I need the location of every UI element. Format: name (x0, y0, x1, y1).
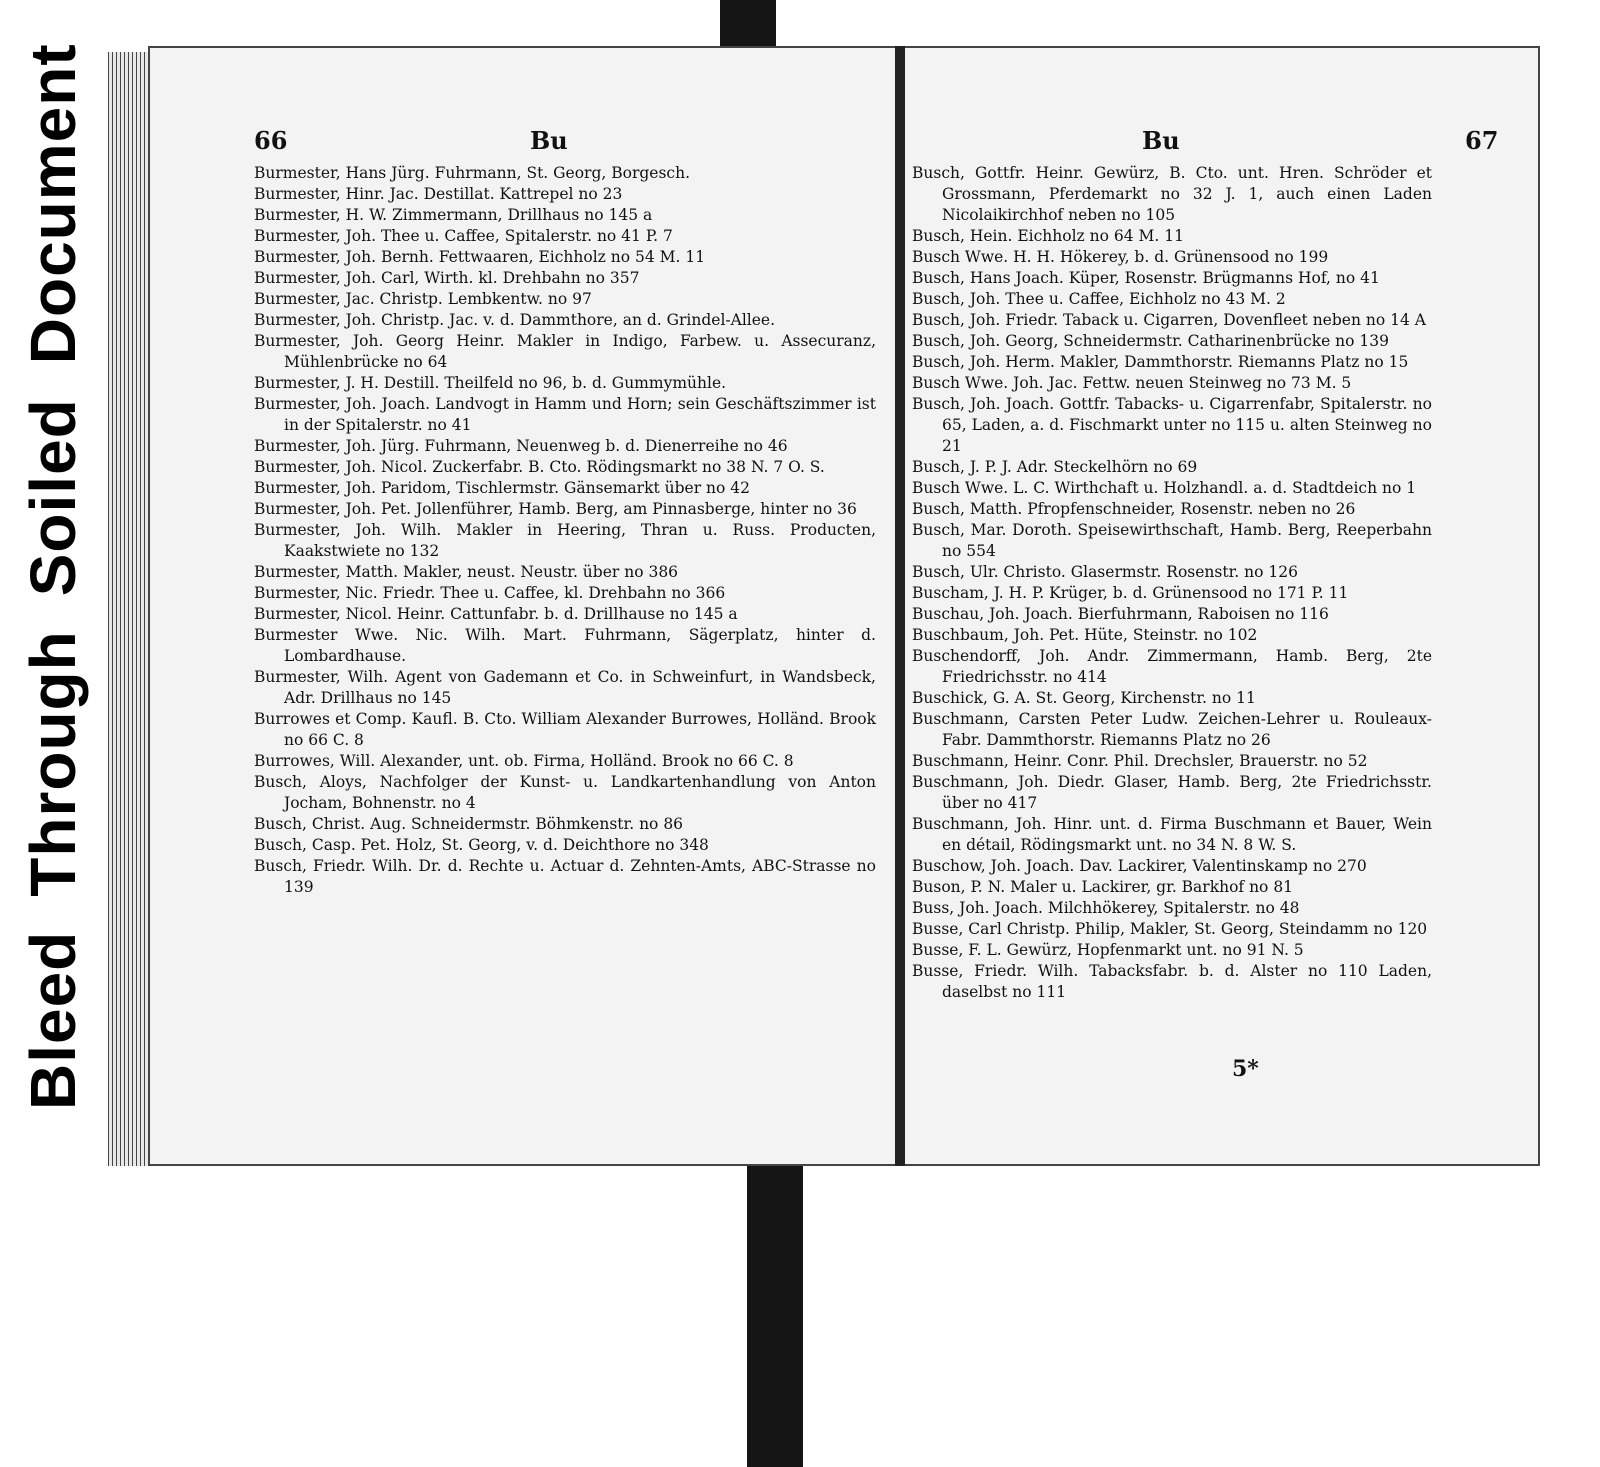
directory-entry: Burmester, J. H. Destill. Theilfeld no 96, b. d. Gummymühle. (254, 374, 727, 392)
side-label-word-3: Soiled (17, 398, 89, 597)
directory-entry: Buschmann, Carsten Peter Ludw. Zeichen-Lehrer u. Rouleaux-Fabr. Dammthorstr. Riemanns Platz no 26 (912, 710, 1432, 749)
book-gutter (895, 46, 905, 1166)
directory-entry: Buschau, Joh. Joach. Bierfuhrmann, Raboisen no 116 (912, 605, 1329, 623)
directory-entry: Buschmann, Joh. Diedr. Glaser, Hamb. Berg, 2te Friedrichsstr. über no 417 (912, 773, 1432, 812)
directory-entry: Busch Wwe. L. C. Wirthchaft u. Holzhandl. a. d. Stadtdeich no 1 (912, 479, 1417, 497)
directory-entry: Burmester, Joh. Wilh. Makler in Heering, Thran u. Russ. Producten, Kaakstwiete no 132 (254, 521, 876, 560)
directory-entry: Busch, Joh. Herm. Makler, Dammthorstr. Riemanns Platz no 15 (912, 353, 1409, 371)
directory-entry: Buscham, J. H. P. Krüger, b. d. Grünensood no 171 P. 11 (912, 584, 1349, 602)
directory-entry: Busse, F. L. Gewürz, Hopfenmarkt unt. no 91 N. 5 (912, 941, 1304, 959)
directory-entry: Burrowes et Comp. Kaufl. B. Cto. William Alexander Burrowes, Holländ. Brook no 66 C. 8 (254, 710, 876, 749)
directory-entry: Busch, Joh. Joach. Gottfr. Tabacks- u. Cigarrenfabr, Spitalerstr. no 65, Laden, a. d. Fischmarkt unter no 115 u. alten Steinweg no 21 (912, 395, 1432, 455)
directory-entry: Burmester, Wilh. Agent von Gademann et Co. in Schweinfurt, in Wandsbeck, Adr. Drillhaus no 145 (254, 668, 876, 707)
directory-entry: Busch, Gottfr. Heinr. Gewürz, B. Cto. unt. Hren. Schröder et Grossmann, Pferdemarkt no 32 J. 1, auch einen Laden Nicolaikirchhof neben no 105 (912, 164, 1432, 224)
directory-entry: Busch, Matth. Pfropfenschneider, Rosenstr. neben no 26 (912, 500, 1356, 518)
directory-entry: Busch, Casp. Pet. Holz, St. Georg, v. d. Deichthore no 348 (254, 836, 709, 854)
directory-entry: Burmester, H. W. Zimmermann, Drillhaus no 145 a (254, 206, 653, 224)
right-page-header: Bu (1142, 126, 1180, 155)
directory-entry: Burmester, Joh. Nicol. Zuckerfabr. B. Cto. Rödingsmarkt no 38 N. 7 O. S. (254, 458, 825, 476)
directory-entry: Burmester, Joh. Paridom, Tischlermstr. Gänsemarkt über no 42 (254, 479, 750, 497)
directory-entry: Burmester, Hinr. Jac. Destillat. Kattrepel no 23 (254, 185, 623, 203)
directory-entry: Busse, Carl Christp. Philip, Makler, St. Georg, Steindamm no 120 (912, 920, 1428, 938)
directory-entry: Buschmann, Heinr. Conr. Phil. Drechsler, Brauerstr. no 52 (912, 752, 1368, 770)
directory-entry: Buschmann, Joh. Hinr. unt. d. Firma Buschmann et Bauer, Wein en détail, Rödingsmarkt unt. no 34 N. 8 W. S. (912, 815, 1432, 854)
left-page-number: 66 (254, 126, 288, 155)
directory-entry: Buson, P. N. Maler u. Lackirer, gr. Barkhof no 81 (912, 878, 1294, 896)
left-entry-list (254, 163, 876, 898)
directory-entry: Burmester, Matth. Makler, neust. Neustr. über no 386 (254, 563, 679, 581)
directory-entry: Burmester, Joh. Thee u. Caffee, Spitalerstr. no 41 P. 7 (254, 227, 673, 245)
directory-entry: Burmester, Joh. Georg Heinr. Makler in Indigo, Farbew. u. Assecuranz, Mühlenbrücke no 64 (254, 332, 876, 371)
side-label (8, 43, 98, 1110)
directory-entry: Burmester, Joh. Joach. Landvogt in Hamm und Horn; sein Geschäftszimmer ist in der Spitalerstr. no 41 (254, 395, 876, 434)
directory-entry: Buss, Joh. Joach. Milchhökerey, Spitalerstr. no 48 (912, 899, 1300, 917)
directory-entry: Busch, Ulr. Christo. Glasermstr. Rosenstr. no 126 (912, 563, 1298, 581)
directory-entry: Busch, J. P. J. Adr. Steckelhörn no 69 (912, 458, 1198, 476)
directory-entry: Burmester Wwe. Nic. Wilh. Mart. Fuhrmann, Sägerplatz, hinter d. Lombardhause. (254, 626, 876, 665)
directory-entry: Burmester, Joh. Bernh. Fettwaaren, Eichholz no 54 M. 11 (254, 248, 706, 266)
directory-entry: Burmester, Joh. Jürg. Fuhrmann, Neuenweg b. d. Dienerreihe no 46 (254, 437, 788, 455)
signature-mark: 5* (1232, 1056, 1259, 1082)
directory-entry: Busch, Friedr. Wilh. Dr. d. Rechte u. Actuar d. Zehnten-Amts, ABC-Strasse no 139 (254, 857, 876, 896)
right-page-number: 67 (1465, 126, 1499, 155)
side-label-word-4: Document (17, 43, 89, 365)
directory-entry: Buschick, G. A. St. Georg, Kirchenstr. no 11 (912, 689, 1256, 707)
directory-entry: Burmester, Nic. Friedr. Thee u. Caffee, kl. Drehbahn no 366 (254, 584, 726, 602)
left-page-header: Bu (530, 126, 568, 155)
side-label-word-1: Bleed (17, 930, 89, 1110)
directory-entry: Burmester, Joh. Carl, Wirth. kl. Drehbahn no 357 (254, 269, 640, 287)
left-page (148, 46, 900, 1166)
right-entry-list (912, 163, 1432, 1003)
directory-entry: Burmester, Nicol. Heinr. Cattunfabr. b. d. Drillhause no 145 a (254, 605, 738, 623)
side-label-word-2: Through (17, 630, 89, 897)
directory-entry: Busch, Joh. Georg, Schneidermstr. Catharinenbrücke no 139 (912, 332, 1390, 350)
directory-entry: Buschendorff, Joh. Andr. Zimmermann, Hamb. Berg, 2te Friedrichsstr. no 414 (912, 647, 1432, 686)
directory-entry: Busse, Friedr. Wilh. Tabacksfabr. b. d. Alster no 110 Laden, daselbst no 111 (912, 962, 1432, 1001)
directory-entry: Busch, Joh. Thee u. Caffee, Eichholz no 43 M. 2 (912, 290, 1286, 308)
directory-entry: Busch, Hans Joach. Küper, Rosenstr. Brügmanns Hof, no 41 (912, 269, 1380, 287)
directory-entry: Busch, Hein. Eichholz no 64 M. 11 (912, 227, 1184, 245)
directory-entry: Busch Wwe. H. H. Hökerey, b. d. Grünensood no 199 (912, 248, 1329, 266)
right-page (900, 46, 1540, 1166)
directory-entry: Burmester, Joh. Pet. Jollenführer, Hamb. Berg, am Pinnasberge, hinter no 36 (254, 500, 857, 518)
directory-entry: Buschow, Joh. Joach. Dav. Lackirer, Valentinskamp no 270 (912, 857, 1367, 875)
directory-entry: Burrowes, Will. Alexander, unt. ob. Firma, Holländ. Brook no 66 C. 8 (254, 752, 794, 770)
directory-entry: Busch Wwe. Joh. Jac. Fettw. neuen Steinweg no 73 M. 5 (912, 374, 1352, 392)
binding-tab-bottom (747, 1165, 803, 1467)
directory-entry: Busch, Aloys, Nachfolger der Kunst- u. Landkartenhandlung von Anton Jocham, Bohnenstr. no 4 (254, 773, 876, 812)
directory-entry: Busch, Christ. Aug. Schneidermstr. Böhmkenstr. no 86 (254, 815, 684, 833)
directory-entry: Burmester, Joh. Christp. Jac. v. d. Dammthore, an d. Grindel-Allee. (254, 311, 776, 329)
open-book (108, 46, 1499, 1168)
directory-entry: Busch, Mar. Doroth. Speisewirthschaft, Hamb. Berg, Reeperbahn no 554 (912, 521, 1432, 560)
directory-entry: Buschbaum, Joh. Pet. Hüte, Steinstr. no 102 (912, 626, 1258, 644)
directory-entry: Busch, Joh. Friedr. Taback u. Cigarren, Dovenfleet neben no 14 A (912, 311, 1426, 329)
directory-entry: Burmester, Hans Jürg. Fuhrmann, St. Georg, Borgesch. (254, 164, 691, 182)
directory-entry: Burmester, Jac. Christp. Lembkentw. no 97 (254, 290, 592, 308)
